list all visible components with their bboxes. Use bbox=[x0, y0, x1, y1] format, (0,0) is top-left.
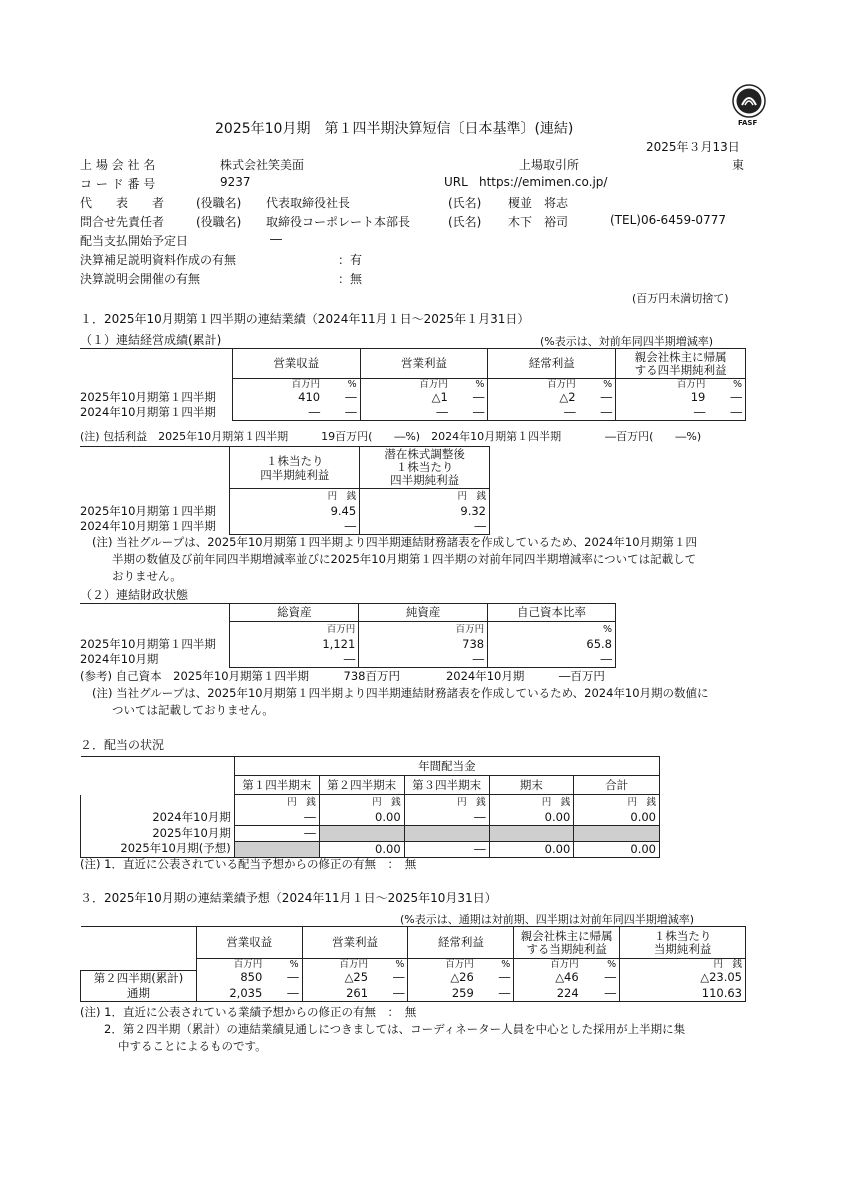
unit-cell: 百万円 bbox=[302, 959, 371, 971]
header-net-profit: 親会社株主に帰属 する当期純利益 bbox=[514, 927, 620, 959]
cell: ― bbox=[360, 519, 490, 535]
cell: ― bbox=[265, 970, 302, 986]
cell: 410 bbox=[232, 390, 323, 405]
blank-cell bbox=[80, 622, 230, 637]
contact-label: 問合せ先責任者 bbox=[80, 215, 165, 229]
header-operating-profit: 営業利益 bbox=[360, 349, 488, 379]
dividend-table bbox=[80, 756, 660, 858]
header-q1: 第１四半期末 bbox=[234, 776, 319, 795]
unit-cell: % bbox=[708, 379, 745, 391]
table-row bbox=[80, 519, 490, 535]
note1-line2: 半期の数値及び前年同四半期増減率並びに2025年10月期第１四半期の対前年同四半期増減率については記載して bbox=[112, 552, 697, 566]
unit-cell: 円 銭 bbox=[319, 795, 404, 810]
header-eps: １株当たり 四半期純利益 bbox=[230, 447, 360, 489]
header-q2: 第２四半期末 bbox=[319, 776, 404, 795]
table-row bbox=[81, 810, 660, 826]
header-equity-ratio: 自己資本比率 bbox=[488, 604, 616, 622]
comprehensive-income-note: (注) 包括利益 2025年10月期第１四半期 19百万円( ―%) 2024年10月期第１四半期 ―百万円( ―%) bbox=[80, 430, 702, 443]
cell: 9.32 bbox=[360, 504, 490, 519]
unit-cell: % bbox=[451, 379, 488, 391]
table-row bbox=[80, 504, 490, 519]
cell bbox=[234, 841, 319, 857]
header-year-end: 期末 bbox=[489, 776, 574, 795]
supp-value: ：有 bbox=[338, 253, 363, 267]
header-net-profit: 親会社株主に帰属 する四半期純利益 bbox=[616, 349, 746, 379]
unit-cell: % bbox=[323, 379, 360, 391]
company-name: 株式会社笑美面 bbox=[220, 158, 305, 172]
header-revenue: 営業収益 bbox=[232, 349, 360, 379]
blank-cell bbox=[80, 489, 230, 504]
page-title: 2025年10月期 第１四半期決算短信〔日本基準〕(連結) bbox=[215, 121, 574, 137]
reference-note: (参考) 自己資本 2025年10月期第１四半期 738百万円 2024年10月期 ―百万円 bbox=[80, 669, 605, 683]
header-total: 合計 bbox=[574, 776, 660, 795]
cell: 0.00 bbox=[319, 841, 404, 857]
cell: ― bbox=[451, 390, 488, 405]
cell: ― bbox=[232, 405, 323, 421]
cell: ― bbox=[359, 652, 488, 668]
unit-cell: % bbox=[477, 959, 514, 971]
header-q3: 第３四半期末 bbox=[404, 776, 489, 795]
unit-cell: 円 銭 bbox=[574, 795, 660, 810]
unit-cell: 円 銭 bbox=[620, 959, 746, 971]
header-annual-dividend: 年間配当金 bbox=[234, 757, 659, 776]
eps-table bbox=[80, 446, 490, 535]
corner-cell bbox=[80, 604, 230, 622]
unit-cell: 百万円 bbox=[230, 622, 359, 637]
cell: ― bbox=[230, 519, 360, 535]
table-row bbox=[81, 825, 660, 841]
fasf-logo-icon bbox=[731, 83, 767, 119]
cell: △25 bbox=[302, 970, 371, 986]
cell: ― bbox=[451, 405, 488, 421]
section2-heading: ２．配当の状況 bbox=[80, 738, 165, 752]
cell: 0.00 bbox=[319, 810, 404, 826]
cell: ― bbox=[404, 810, 489, 826]
cell: ― bbox=[230, 652, 359, 668]
unit-cell: 円 銭 bbox=[489, 795, 574, 810]
cell: ― bbox=[265, 986, 302, 1002]
operating-results-table bbox=[80, 348, 746, 421]
blank-cell bbox=[81, 795, 235, 810]
cell: ― bbox=[477, 986, 514, 1002]
cell: △26 bbox=[408, 970, 477, 986]
unit-cell: 百万円 bbox=[232, 379, 323, 391]
code-label: コ ー ド 番 号 bbox=[80, 177, 156, 191]
corner-cell bbox=[81, 757, 235, 795]
corner-cell bbox=[80, 349, 232, 391]
rep-role: 代表取締役社長 bbox=[266, 196, 351, 210]
cell: ― bbox=[323, 405, 360, 421]
cell: 0.00 bbox=[489, 841, 574, 857]
row-label: 2024年10月期 bbox=[81, 810, 235, 826]
row-label: 2025年10月期(予想) bbox=[81, 841, 235, 857]
section1-sub2: （２）連結財政状態 bbox=[80, 588, 189, 602]
cell: 1,121 bbox=[230, 637, 359, 652]
row-label: 2025年10月期第１四半期 bbox=[80, 636, 216, 651]
cell: ― bbox=[582, 986, 620, 1002]
unit-cell: 円 銭 bbox=[234, 795, 319, 810]
cell bbox=[489, 825, 574, 841]
dividend-date: ― bbox=[270, 232, 282, 246]
cell: 850 bbox=[196, 970, 265, 986]
unit-cell: 百万円 bbox=[359, 622, 488, 637]
row-label: 2024年10月期第１四半期 bbox=[80, 518, 216, 533]
meeting-value: ：無 bbox=[338, 272, 363, 286]
meeting-label: 決算説明会開催の有無 bbox=[80, 272, 201, 286]
dividend-note: (注) 1．直近に公表されている配当予想からの修正の有無 ： 無 bbox=[80, 857, 417, 871]
table-row bbox=[81, 986, 746, 1002]
company-url[interactable]: https://emimen.co.jp/ bbox=[479, 175, 608, 189]
cell: 224 bbox=[514, 986, 582, 1002]
cell: ― bbox=[582, 970, 620, 986]
unit-cell: 百万円 bbox=[408, 959, 477, 971]
unit-cell: 百万円 bbox=[616, 379, 709, 391]
cell: 261 bbox=[302, 986, 371, 1002]
cell: 2,035 bbox=[196, 986, 265, 1002]
cell: 0.00 bbox=[574, 810, 660, 826]
note2-line2: ついては記載しておりません。 bbox=[112, 703, 274, 717]
section1-heading: １．2025年10月期第１四半期の連結業績（2024年11月１日～2025年１月31日） bbox=[80, 312, 530, 326]
financial-position-table bbox=[80, 603, 616, 668]
cell: ― bbox=[477, 970, 514, 986]
header-operating-profit: 営業利益 bbox=[302, 927, 408, 959]
cell bbox=[574, 825, 660, 841]
company-label: 上 場 会 社 名 bbox=[80, 158, 156, 172]
cell: ― bbox=[579, 390, 616, 405]
table-row bbox=[80, 637, 616, 652]
row-label: 2025年10月期第１四半期 bbox=[80, 390, 216, 404]
note2-line1: (注) 当社グループは、2025年10月期第１四半期より四半期連結財務諸表を作成しているため、2024年10月期の数値に bbox=[92, 686, 709, 700]
corner-cell bbox=[80, 447, 230, 489]
unit-cell: 百万円 bbox=[196, 959, 265, 971]
cell: △1 bbox=[360, 390, 451, 405]
cell: ― bbox=[488, 652, 616, 668]
cell: △2 bbox=[488, 390, 579, 405]
forecast-note2-line2: 中することによるものです。 bbox=[118, 1039, 267, 1053]
cell: 0.00 bbox=[574, 841, 660, 857]
cell bbox=[404, 825, 489, 841]
table-row bbox=[80, 390, 746, 405]
cell: ― bbox=[360, 405, 451, 421]
cell: ― bbox=[234, 825, 319, 841]
header-ordinary-profit: 経常利益 bbox=[488, 349, 616, 379]
url-label: URL bbox=[444, 175, 468, 189]
cell: 19 bbox=[616, 390, 709, 405]
unit-cell: 百万円 bbox=[488, 379, 579, 391]
cell: △46 bbox=[514, 970, 582, 986]
cell: ― bbox=[708, 405, 745, 421]
dividend-date-label: 配当支払開始予定日 bbox=[80, 234, 189, 248]
row-label: 2024年10月期 bbox=[80, 651, 159, 666]
row-label: 2024年10月期第１四半期 bbox=[80, 405, 216, 420]
forecast-note1: (注) 1．直近に公表されている業績予想からの修正の有無 ： 無 bbox=[80, 1005, 417, 1019]
table-row bbox=[81, 970, 746, 986]
header-net-assets: 純資産 bbox=[359, 604, 488, 622]
header-revenue: 営業収益 bbox=[196, 927, 302, 959]
header-ordinary-profit: 経常利益 bbox=[408, 927, 514, 959]
cell: ― bbox=[371, 970, 408, 986]
cell: ― bbox=[708, 390, 745, 405]
cell: 738 bbox=[359, 637, 488, 652]
cell: ― bbox=[234, 810, 319, 826]
section1-sub1: （１）連結経営成績(累計) bbox=[80, 333, 222, 347]
table-row bbox=[80, 652, 616, 668]
rep-role-label: (役職名) bbox=[196, 196, 242, 210]
cell: 110.63 bbox=[620, 986, 746, 1002]
note1-line3: おりません。 bbox=[112, 569, 182, 583]
cell: 259 bbox=[408, 986, 477, 1002]
rep-name-label: (氏名) bbox=[448, 196, 482, 210]
contact-role-label: (役職名) bbox=[196, 215, 242, 229]
cell: 65.8 bbox=[488, 637, 616, 652]
forecast-note2-line1: 2．第２四半期（累計）の連結業績見通しにつきましては、コーディネーター人員を中心とした採用が上半期に集 bbox=[104, 1022, 686, 1036]
header-total-assets: 総資産 bbox=[230, 604, 359, 622]
contact-tel: (TEL)06-6459-0777 bbox=[610, 213, 726, 227]
cell: ― bbox=[323, 390, 360, 405]
header-diluted-eps: 潜在株式調整後 １株当たり 四半期純利益 bbox=[360, 447, 490, 489]
cell bbox=[319, 825, 404, 841]
cell: ― bbox=[404, 841, 489, 857]
section3-note-top: (%表示は、通期は対前期、四半期は対前年同四半期増減率) bbox=[400, 913, 695, 926]
row-label: 通期 bbox=[81, 986, 197, 1002]
row-label: 2025年10月期 bbox=[81, 825, 235, 841]
cell: ― bbox=[616, 405, 709, 421]
contact-name-label: (氏名) bbox=[448, 215, 482, 229]
code-value: 9237 bbox=[220, 175, 251, 189]
unit-cell: % bbox=[265, 959, 302, 971]
section3-heading: ３．2025年10月期の連結業績予想（2024年11月１日～2025年10月31日） bbox=[80, 891, 497, 905]
section1-sub1-note: (%表示は、対前年同四半期増減率) bbox=[540, 335, 714, 348]
cell: ― bbox=[371, 986, 408, 1002]
unit-cell: % bbox=[488, 622, 616, 637]
contact-name: 木下 裕司 bbox=[508, 215, 569, 229]
unit-cell: 百万円 bbox=[514, 959, 582, 971]
exchange-value: 東 bbox=[732, 158, 745, 172]
row-label: 2025年10月期第１四半期 bbox=[80, 503, 216, 518]
cell: ― bbox=[488, 405, 579, 421]
unit-cell: % bbox=[582, 959, 620, 971]
cell: 0.00 bbox=[489, 810, 574, 826]
table-row bbox=[80, 405, 746, 421]
unit-cell: % bbox=[579, 379, 616, 391]
rep-name: 榎並 将志 bbox=[508, 196, 569, 210]
cell: ― bbox=[579, 405, 616, 421]
unit-cell: 百万円 bbox=[360, 379, 451, 391]
contact-role: 取締役コーポレート本部長 bbox=[266, 215, 411, 229]
corner-cell bbox=[81, 927, 197, 971]
rounding-note: (百万円未満切捨て) bbox=[632, 292, 729, 305]
unit-cell: 円 銭 bbox=[230, 489, 360, 504]
cell: △23.05 bbox=[620, 970, 746, 986]
unit-cell: 円 銭 bbox=[404, 795, 489, 810]
unit-cell: % bbox=[371, 959, 408, 971]
forecast-table bbox=[80, 926, 746, 1002]
header-eps: １株当たり 当期純利益 bbox=[620, 927, 746, 959]
unit-cell: 円 銭 bbox=[360, 489, 490, 504]
exchange-label: 上場取引所 bbox=[519, 158, 580, 172]
row-label: 第２四半期(累計) bbox=[81, 970, 197, 986]
rep-label: 代 表 者 bbox=[80, 196, 165, 210]
cell: 9.45 bbox=[230, 504, 360, 519]
report-date: 2025年３月13日 bbox=[646, 140, 740, 154]
note1-line1: (注) 当社グループは、2025年10月期第１四半期より四半期連結財務諸表を作成しているため、2024年10月期第１四 bbox=[92, 535, 698, 549]
logo-text: FASF bbox=[738, 119, 758, 127]
table-row bbox=[81, 841, 660, 857]
supp-label: 決算補足説明資料作成の有無 bbox=[80, 253, 237, 267]
